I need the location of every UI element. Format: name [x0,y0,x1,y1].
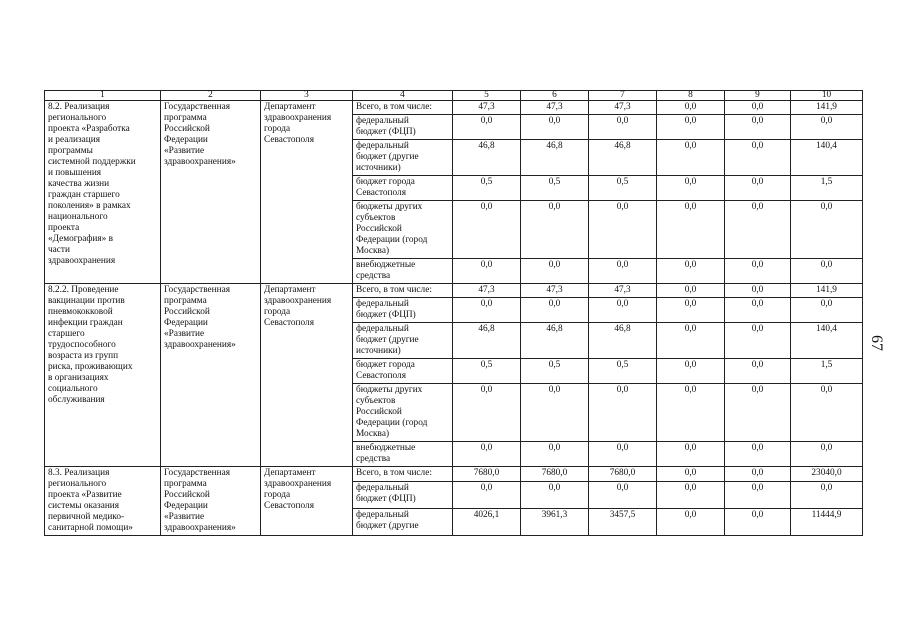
funding-source-cell: бюджеты других субъектов Российской Федерации (город Москва) [353,201,453,259]
value-cell: 0,0 [521,298,589,323]
value-cell: 0,0 [453,201,521,259]
value-cell: 0,0 [725,509,791,536]
value-cell: 46,8 [521,323,589,359]
column-number: 5 [453,91,521,101]
value-cell: 0,0 [589,115,657,140]
column-number: 1 [45,91,161,101]
value-cell: 7680,0 [589,467,657,482]
value-cell: 0,0 [453,442,521,467]
funding-source-cell: бюджет города Севастополя [353,176,453,201]
program-cell: Государственная программа Российской Федерации «Развитие здравоохранения» [161,101,261,284]
value-cell: 140,4 [791,140,863,176]
value-cell: 0,0 [657,140,725,176]
value-cell: 0,0 [521,482,589,509]
value-cell: 0,5 [453,176,521,201]
value-cell: 0,0 [725,201,791,259]
funding-source-cell: бюджеты других субъектов Российской Федерации (город Москва) [353,384,453,442]
value-cell: 47,3 [521,284,589,298]
value-cell: 0,0 [791,442,863,467]
value-cell: 0,0 [589,384,657,442]
value-cell: 23040,0 [791,467,863,482]
value-cell: 0,0 [589,201,657,259]
value-cell: 0,0 [725,467,791,482]
funding-source-cell: федеральный бюджет (другие [353,509,453,536]
funding-source-cell: внебюджетные средства [353,442,453,467]
value-cell: 0,0 [657,284,725,298]
value-cell: 0,5 [589,359,657,384]
value-cell: 0,0 [657,323,725,359]
value-cell: 0,0 [725,359,791,384]
value-cell: 0,0 [657,298,725,323]
value-cell: 141,9 [791,101,863,115]
value-cell: 0,0 [791,201,863,259]
funding-source-cell: федеральный бюджет (ФЦП) [353,298,453,323]
value-cell: 0,0 [453,115,521,140]
column-number: 9 [725,91,791,101]
value-cell: 0,0 [657,384,725,442]
value-cell: 0,0 [657,482,725,509]
value-cell: 0,0 [725,442,791,467]
value-cell: 47,3 [589,284,657,298]
value-cell: 7680,0 [521,467,589,482]
column-number: 4 [353,91,453,101]
value-cell: 46,8 [453,140,521,176]
value-cell: 0,0 [521,259,589,284]
value-cell: 3457,5 [589,509,657,536]
value-cell: 0,0 [725,482,791,509]
value-cell: 0,0 [589,298,657,323]
value-cell: 0,0 [657,176,725,201]
value-cell: 0,0 [725,259,791,284]
program-cell: Государственная программа Российской Федерации «Развитие здравоохранения» [161,284,261,467]
value-cell: 141,9 [791,284,863,298]
funding-source-cell: Всего, в том числе: [353,284,453,298]
value-cell: 0,0 [791,259,863,284]
funding-source-cell: федеральный бюджет (другие источники) [353,323,453,359]
column-number-header-row [45,91,863,101]
value-cell: 0,0 [453,259,521,284]
measure-cell: 8.2. Реализация регионального проекта «Разработка и реализация программы системной поддержки и повышения качества жизни граждан старшего поколения» в рамках национального проекта «Демография» в части здравоохранения [45,101,161,284]
value-cell: 46,8 [589,140,657,176]
table-row [45,101,863,115]
value-cell: 0,0 [725,101,791,115]
value-cell: 0,0 [657,101,725,115]
value-cell: 7680,0 [453,467,521,482]
value-cell: 0,0 [725,176,791,201]
value-cell: 0,0 [657,359,725,384]
value-cell: 46,8 [521,140,589,176]
value-cell: 0,0 [791,115,863,140]
value-cell: 0,0 [521,442,589,467]
value-cell: 0,0 [521,115,589,140]
value-cell: 0,0 [791,384,863,442]
value-cell: 0,0 [791,298,863,323]
value-cell: 4026,1 [453,509,521,536]
value-cell: 0,0 [725,323,791,359]
value-cell: 0,5 [453,359,521,384]
value-cell: 0,0 [725,384,791,442]
executor-cell: Департамент здравоохранения города Севастополя [261,467,353,536]
executor-cell: Департамент здравоохранения города Севастополя [261,284,353,467]
value-cell: 0,0 [453,298,521,323]
value-cell: 0,0 [589,442,657,467]
executor-cell: Департамент здравоохранения города Севастополя [261,101,353,284]
value-cell: 0,0 [657,259,725,284]
funding-source-cell: бюджет города Севастополя [353,359,453,384]
value-cell: 140,4 [791,323,863,359]
measure-cell: 8.2.2. Проведение вакцинации против пневмококковой инфекции граждан старшего трудоспособного возраста из групп риска, проживающих в организациях социального обслуживания [45,284,161,467]
value-cell: 46,8 [589,323,657,359]
value-cell: 0,0 [521,201,589,259]
table-body [45,101,863,536]
table-row [45,284,863,298]
value-cell: 47,3 [589,101,657,115]
funding-source-cell: федеральный бюджет (ФЦП) [353,115,453,140]
funding-source-cell: федеральный бюджет (другие источники) [353,140,453,176]
value-cell: 0,0 [725,298,791,323]
value-cell: 0,0 [791,482,863,509]
column-number: 2 [161,91,261,101]
value-cell: 0,5 [589,176,657,201]
value-cell: 47,3 [521,101,589,115]
column-number: 3 [261,91,353,101]
value-cell: 0,0 [521,384,589,442]
value-cell: 0,0 [657,509,725,536]
funding-source-cell: Всего, в том числе: [353,467,453,482]
value-cell: 1,5 [791,359,863,384]
value-cell: 47,3 [453,101,521,115]
value-cell: 0,5 [521,176,589,201]
value-cell: 0,0 [453,482,521,509]
page-number: 67 [868,335,885,351]
value-cell: 0,0 [657,442,725,467]
value-cell: 0,0 [725,115,791,140]
value-cell: 11444,9 [791,509,863,536]
program-cell: Государственная программа Российской Федерации «Развитие здравоохранения» [161,467,261,536]
value-cell: 0,0 [657,201,725,259]
column-number: 10 [791,91,863,101]
column-number: 7 [589,91,657,101]
value-cell: 0,0 [725,284,791,298]
value-cell: 3961,3 [521,509,589,536]
value-cell: 47,3 [453,284,521,298]
value-cell: 0,0 [453,384,521,442]
value-cell: 0,0 [589,259,657,284]
funding-source-cell: Всего, в том числе: [353,101,453,115]
budget-table [44,90,863,536]
column-number: 6 [521,91,589,101]
column-number: 8 [657,91,725,101]
value-cell: 0,0 [589,482,657,509]
funding-source-cell: федеральный бюджет (ФЦП) [353,482,453,509]
measure-cell: 8.3. Реализация регионального проекта «Развитие системы оказания первичной медико- санитарной помощи» [45,467,161,536]
funding-source-cell: внебюджетные средства [353,259,453,284]
value-cell: 0,0 [657,467,725,482]
value-cell: 0,0 [657,115,725,140]
value-cell: 1,5 [791,176,863,201]
table-row [45,467,863,482]
value-cell: 46,8 [453,323,521,359]
value-cell: 0,5 [521,359,589,384]
value-cell: 0,0 [725,140,791,176]
